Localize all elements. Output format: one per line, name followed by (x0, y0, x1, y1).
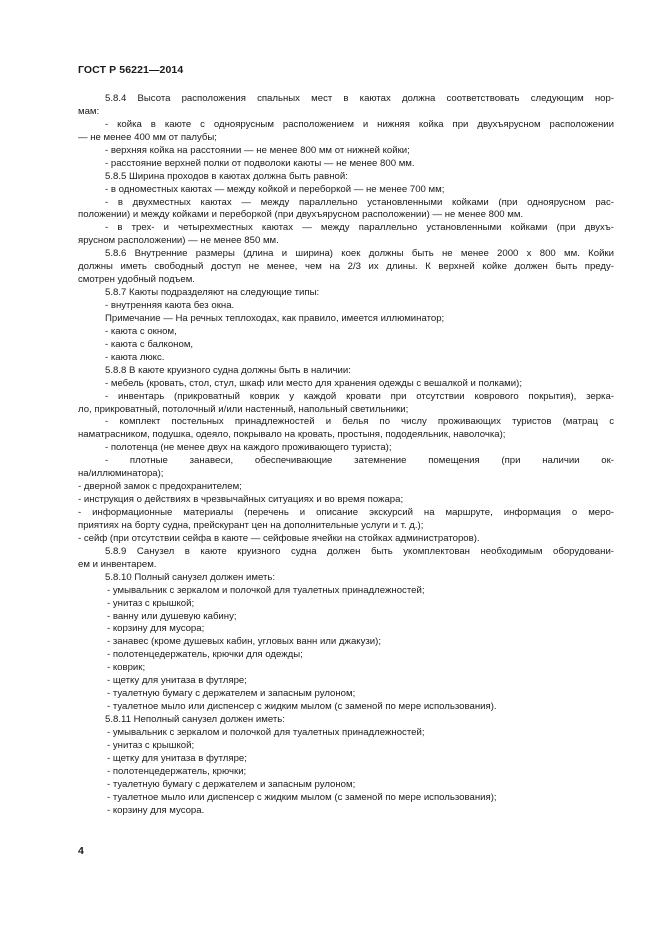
text-line: - умывальник с зеркалом и полочкой для туалетных принадлежностей; (107, 726, 425, 738)
text-line: смотрен удобный подъем. (78, 274, 195, 286)
text-line: - сейф (при отсутствии сейфа в каюте — сейфовые ячейки на стойках администраторов). (78, 532, 480, 544)
text-line: - корзину для мусора. (107, 804, 205, 816)
text-line: - полотенцедержатель, крючки для одежды; (107, 649, 303, 661)
text-line: — не менее 400 мм от палубы; (78, 131, 217, 143)
text-line: - в трех- и четырехместных каютах — между параллельно установленными койками (при двухъ- (105, 222, 614, 234)
text-line: - туалетную бумагу с держателем и запасным рулоном; (107, 778, 356, 790)
text-line: - инвентарь (прикроватный коврик у каждой кровати при отсутствии коврового покрытия), зерка- (105, 390, 614, 402)
text-line: - каюта с балконом, (105, 338, 194, 350)
text-line: - внутренняя каюта без окна. (105, 300, 235, 311)
text-line: - мебель (кровать, стол, стул, шкаф или место для хранения одежды с вешалкой и полками); (105, 377, 522, 389)
text-line: - ванну или душевую кабину; (107, 610, 237, 622)
text-line: - комплект постельных принадлежностей и белья по числу проживающих туристов (матрац с (105, 416, 614, 428)
text-line: - щетку для унитаза в футляре; (107, 675, 247, 687)
text-line: - верхняя койка на расстоянии — не менее 800 мм от нижней койки; (105, 144, 410, 156)
text-line: 5.8.9 Санузел в каюте круизного судна должен быть укомплектован необходимым оборудовани- (105, 545, 614, 557)
text-line: Примечание — На речных теплоходах, как правило, имеется иллюминатор; (105, 312, 445, 324)
text-line: - дверной замок с предохранителем; (78, 481, 242, 493)
text-line: - плотные занавеси, обеспечивающие затемнение помещения (при наличии ок- (105, 455, 614, 467)
text-line: наматрасником, подушка, одеяло, покрывало на кровать, простыня, пододеяльник, наволочка); (78, 429, 506, 441)
text-line: ло, прикроватный, потолочный и/или настенный, напольный светильники; (78, 403, 409, 415)
text-line: - полотенца (не менее двух на каждого проживающего туриста); (105, 442, 392, 454)
text-line: - унитаз с крышкой; (107, 597, 195, 609)
text-line: ярусном расположении) — не менее 850 мм. (78, 235, 279, 247)
text-line: - каюта люкс. (105, 351, 165, 363)
text-line: - информационные материалы (перечень и описание экскурсий на маршруте, информация о меро- (78, 507, 614, 518)
text-line: - туалетное мыло или диспенсер с жидким мылом (с заменой по мере использования). (107, 701, 497, 713)
text-line: - унитаз с крышкой; (107, 739, 195, 751)
document-body (78, 93, 614, 818)
text-line: 5.8.11 Неполный санузел должен иметь: (105, 714, 285, 725)
text-line: - умывальник с зеркалом и полочкой для туалетных принадлежностей; (107, 584, 425, 596)
text-line: - коврик; (107, 662, 146, 674)
text-line: 5.8.5 Ширина проходов в каютах должна быть равной: (105, 170, 348, 182)
text-line: ем и инвентарем. (78, 558, 157, 570)
text-line: - занавес (кроме душевых кабин, угловых ванн или джакузи); (107, 636, 382, 648)
text-line: - корзину для мусора; (107, 623, 205, 635)
text-line: - в одноместных каютах — между койкой и переборкой — не менее 700 мм; (105, 183, 445, 195)
text-line: 5.8.8 В каюте круизного судна должны быть в наличии: (105, 364, 351, 376)
document-header: ГОСТ Р 56221—2014 (78, 64, 184, 76)
text-line: 5.8.4 Высота расположения спальных мест в каютах должна соответствовать следующим нор- (105, 93, 614, 104)
text-line: - койка в каюте с одноярусным расположением и нижняя койка при двухъярусном расположении (105, 118, 614, 130)
text-line: 5.8.10 Полный санузел должен иметь: (105, 571, 276, 583)
text-line: - щетку для унитаза в футляре; (107, 752, 247, 764)
text-line: - расстояние верхней полки от подволоки каюты — не менее 800 мм. (105, 157, 415, 169)
text-line: - инструкция о действиях в чрезвычайных ситуациях и во время пожара; (78, 494, 404, 506)
text-line: - полотенцедержатель, крючки; (107, 765, 247, 777)
text-line: 5.8.6 Внутренние размеры (длина и ширина) коек должны быть не менее 2000 х 800 мм. Койки (105, 248, 614, 260)
page-number: 4 (78, 845, 84, 857)
text-line: - туалетную бумагу с держателем и запасным рулоном; (107, 688, 356, 700)
text-line: 5.8.7 Каюты подразделяют на следующие типы: (105, 287, 320, 299)
text-line: на/иллюминатора); (78, 468, 164, 480)
text-line: положении) и между койками и переборкой (при двухъярусном расположении) — не менее 800 мм. (78, 209, 524, 221)
text-line: - в двухместных каютах — между параллельно установленными койками (при одноярусном рас- (105, 196, 614, 208)
text-line: - каюта с окном, (105, 325, 177, 337)
text-line: приятиях на борту судна, прейскурант цен на дополнительные услуги и т. д.); (78, 519, 424, 531)
text-line: должны иметь свободный доступ не менее, чем на 2/3 их длины. К верхней койке должен быть преду- (78, 261, 614, 273)
text-line: - туалетное мыло или диспенсер с жидким мылом (с заменой по мере использования); (107, 791, 497, 803)
text-line: мам: (78, 105, 100, 117)
